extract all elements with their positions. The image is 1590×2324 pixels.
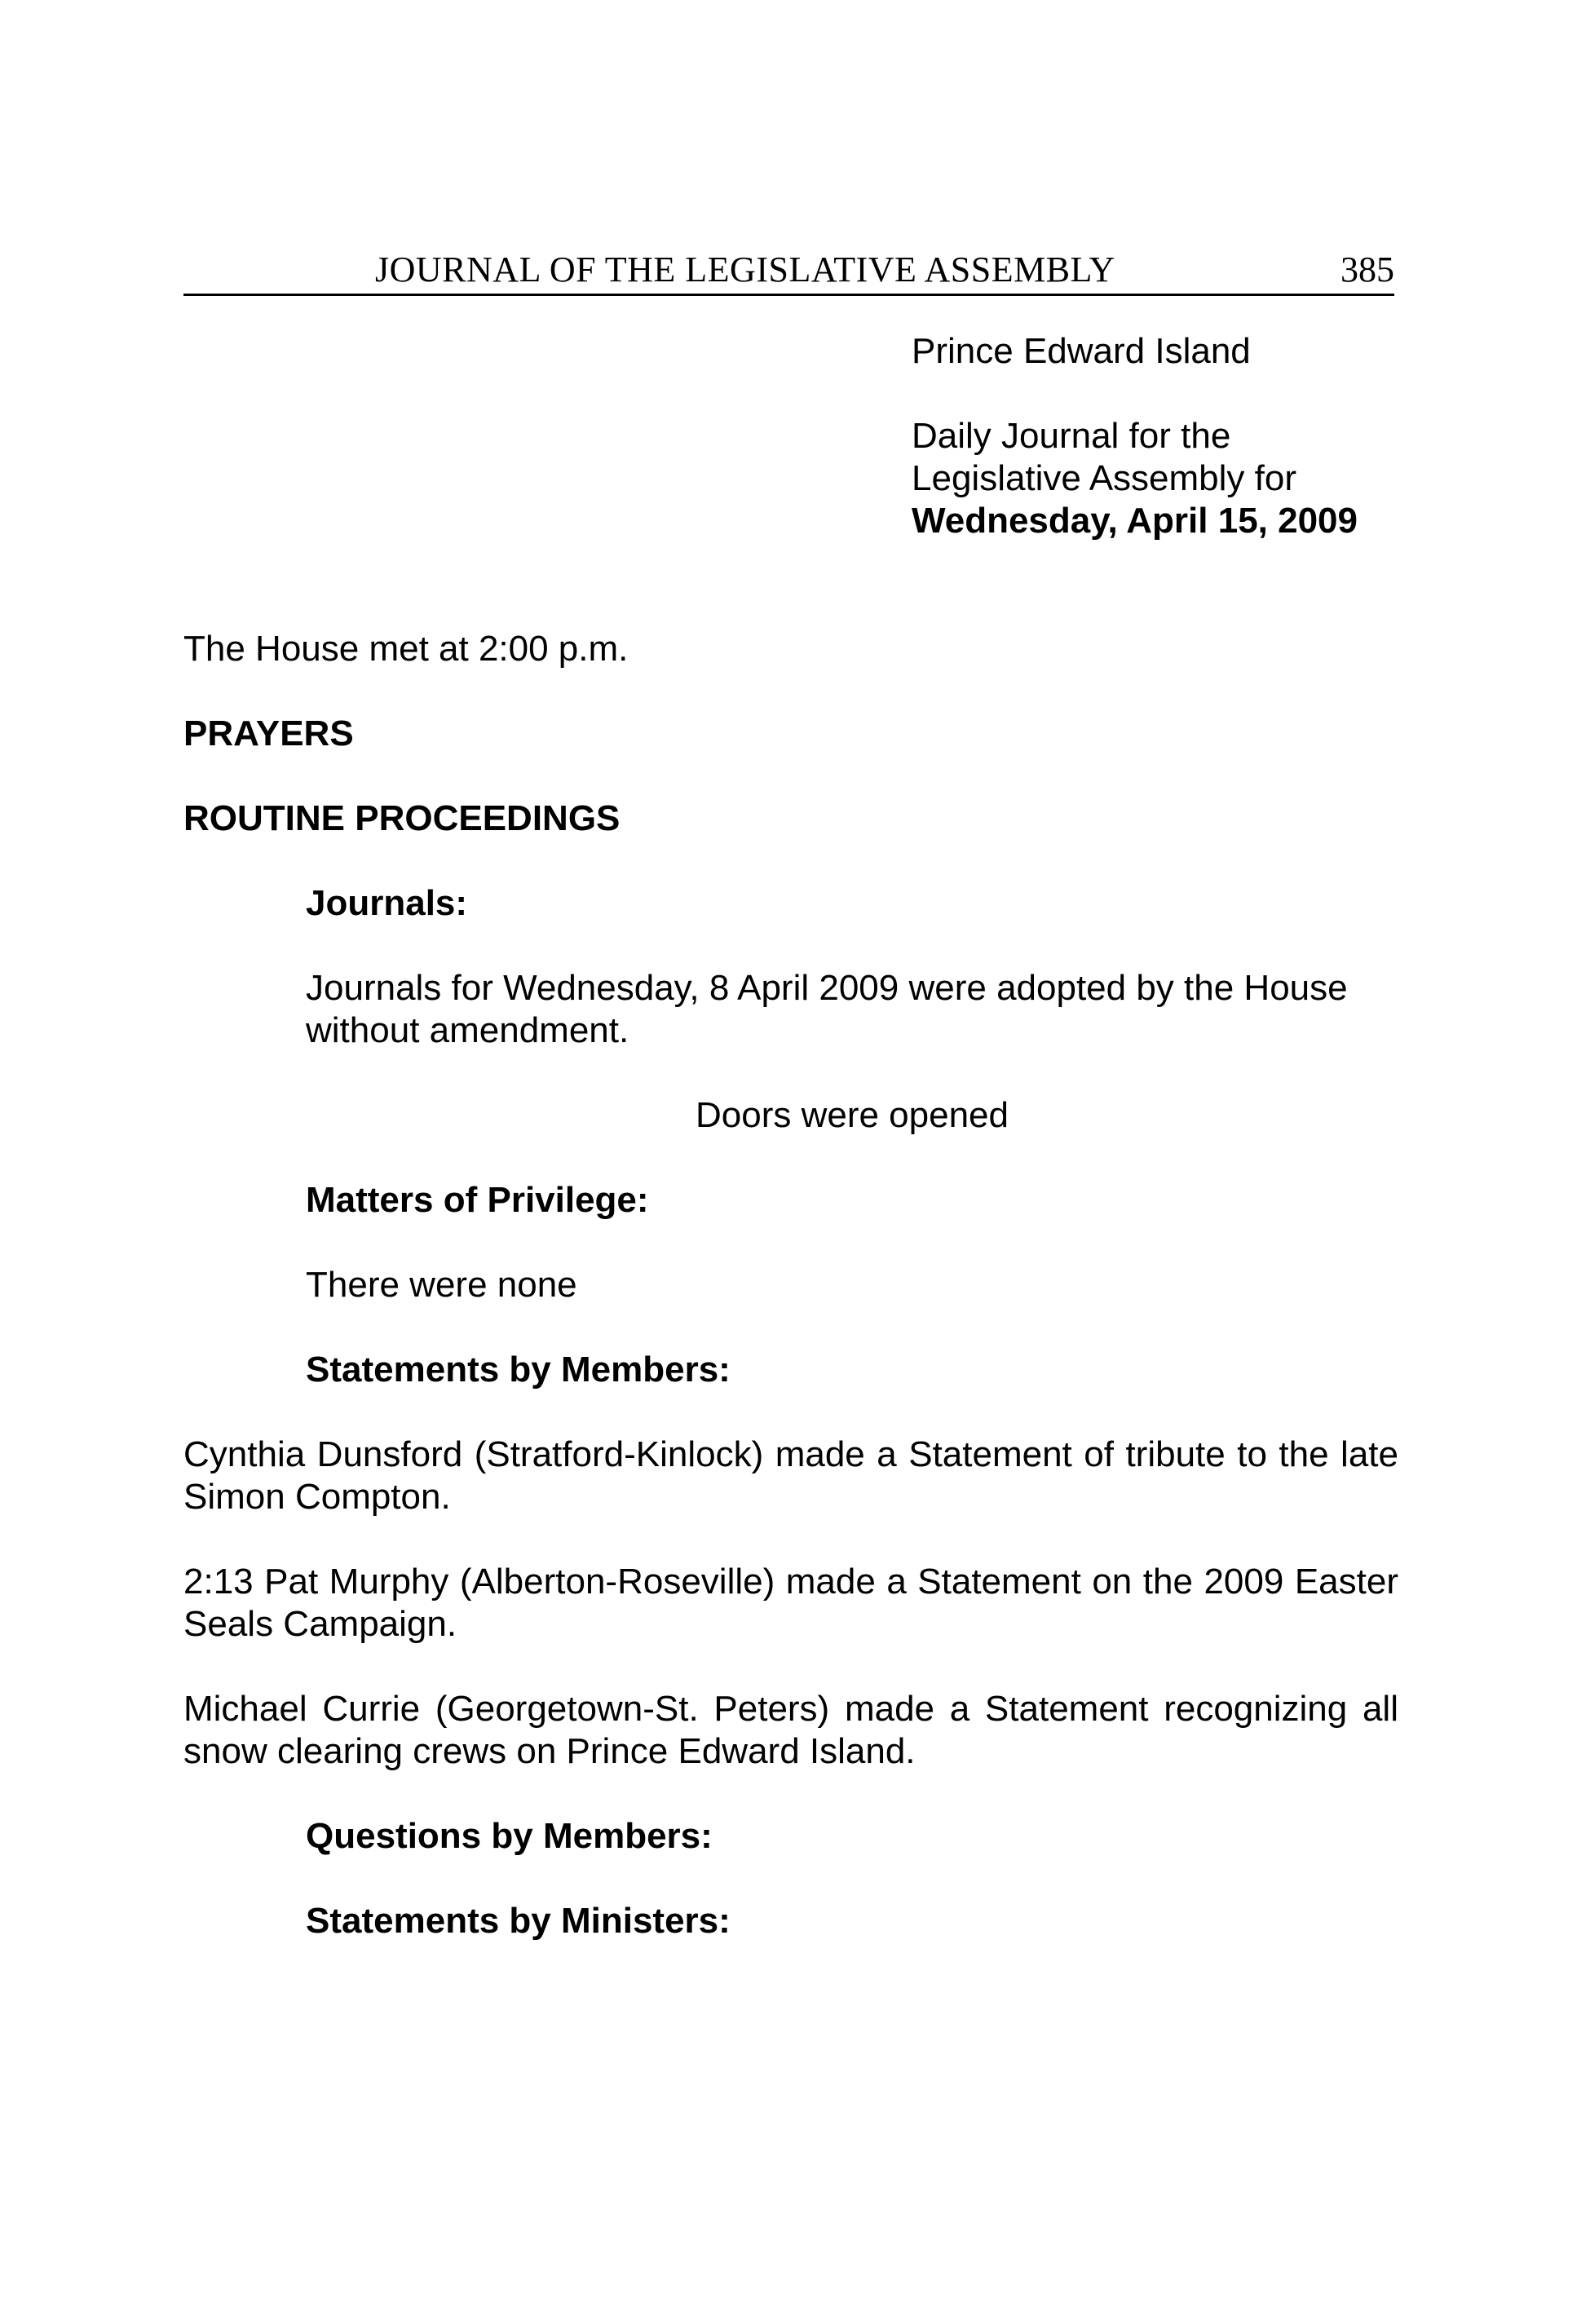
dateline-block [912, 330, 1358, 542]
dateline-line-1: Daily Journal for the [912, 416, 1231, 456]
member-statement-2: 2:13 Pat Murphy (Alberton-Roseville) made a Statement on the 2009 Easter Seals Campaign. [183, 1562, 1398, 1644]
sitting-date: Wednesday, April 15, 2009 [912, 501, 1358, 541]
routine-proceedings-heading: ROUTINE PROCEEDINGS [183, 798, 621, 838]
page-number: 385 [1340, 250, 1394, 289]
journals-text: Journals for Wednesday, 8 April 2009 were adopted by the House without amendment. [306, 968, 1348, 1050]
house-met-text: The House met at 2:00 p.m. [183, 629, 629, 669]
statements-by-ministers-heading: Statements by Ministers: [306, 1901, 731, 1941]
questions-by-members-heading: Questions by Members: [306, 1816, 713, 1856]
privilege-text: There were none [306, 1265, 577, 1305]
journal-body [183, 628, 1398, 1985]
statements-by-members-heading: Statements by Members: [306, 1350, 731, 1390]
privilege-heading: Matters of Privilege: [306, 1180, 649, 1220]
journals-heading: Journals: [306, 883, 468, 923]
doors-opened-text: Doors were opened [695, 1095, 1009, 1135]
prayers-heading: PRAYERS [183, 714, 354, 753]
journal-title: JOURNAL OF THE LEGISLATIVE ASSEMBLY [375, 250, 1115, 289]
member-statement-1: Cynthia Dunsford (Stratford-Kinlock) made a Statement of tribute to the late Simon Compton. [183, 1434, 1398, 1517]
member-statement-3: Michael Currie (Georgetown-St. Peters) made a Statement recognizing all snow clearing crews on Prince Edward Island. [183, 1689, 1398, 1771]
place-name: Prince Edward Island [912, 331, 1251, 371]
running-header [183, 245, 1394, 296]
dateline-line-2: Legislative Assembly for [912, 458, 1296, 498]
